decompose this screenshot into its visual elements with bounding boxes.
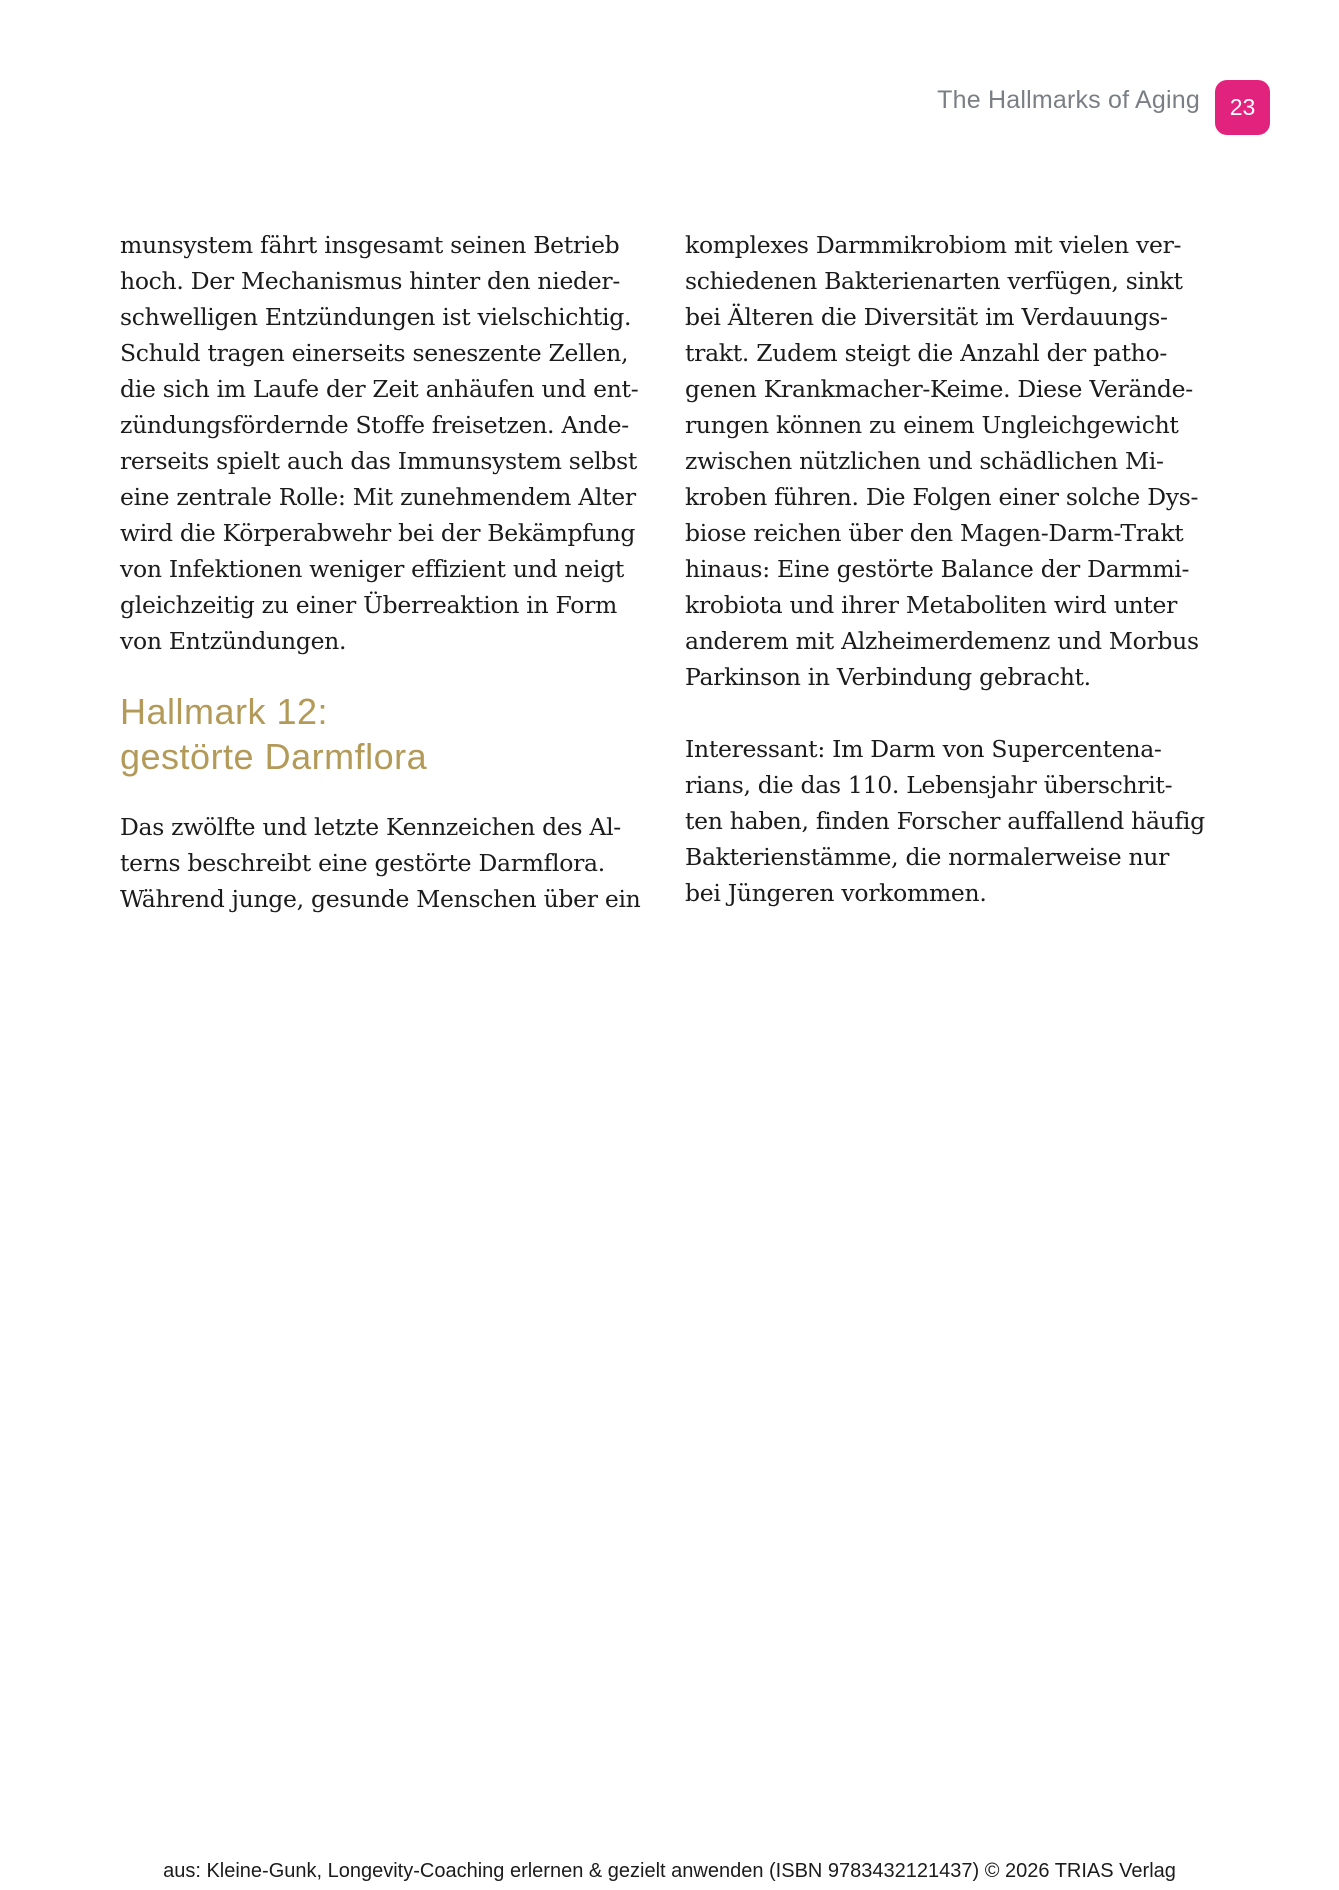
text-line: zündungsfördernde Stoffe freisetzen. Ande- bbox=[120, 411, 629, 439]
text-line: kroben führen. Die Folgen einer solche Dys- bbox=[685, 483, 1199, 511]
text-line: trakt. Zudem steigt die Anzahl der patho- bbox=[685, 339, 1167, 367]
text-line: biose reichen über den Magen-Darm-Trakt bbox=[685, 519, 1184, 547]
section-heading-line: gestörte Darmflora bbox=[120, 736, 428, 777]
text-line: krobiota und ihrer Metaboliten wird unter bbox=[685, 591, 1178, 619]
left-column bbox=[120, 227, 640, 917]
text-line: Interessant: Im Darm von Supercentena- bbox=[685, 735, 1162, 763]
text-line: Während junge, gesunde Menschen über ein bbox=[120, 885, 641, 913]
text-line: wird die Körperabwehr bei der Bekämpfung bbox=[120, 519, 636, 547]
text-line: munsystem fährt insgesamt seinen Betrieb bbox=[120, 231, 620, 259]
text-line: von Infektionen weniger effizient und neigt bbox=[120, 555, 624, 583]
text-line: Bakterienstämme, die normalerweise nur bbox=[685, 843, 1170, 871]
text-line: von Entzündungen. bbox=[120, 627, 347, 655]
text-line: schwelligen Entzündungen ist vielschichtig. bbox=[120, 303, 632, 331]
text-line: bei Jüngeren vorkommen. bbox=[685, 879, 987, 907]
paragraph-intro-gut bbox=[120, 809, 640, 917]
text-line: hinaus: Eine gestörte Balance der Darmmi- bbox=[685, 555, 1190, 583]
text-line: anderem mit Alzheimerdemenz und Morbus bbox=[685, 627, 1199, 655]
page-number-badge: 23 bbox=[1215, 80, 1270, 135]
text-line: komplexes Darmmikrobiom mit vielen ver- bbox=[685, 231, 1182, 259]
text-line: schiedenen Bakterienarten verfügen, sinkt bbox=[685, 267, 1183, 295]
text-line: Das zwölfte und letzte Kennzeichen des Al- bbox=[120, 813, 621, 841]
running-head-title: The Hallmarks of Aging bbox=[937, 86, 1200, 114]
text-line: rians, die das 110. Lebensjahr überschrit- bbox=[685, 771, 1173, 799]
paragraph-dysbiosis bbox=[685, 227, 1205, 695]
text-line: hoch. Der Mechanismus hinter den nieder- bbox=[120, 267, 620, 295]
text-line: bei Älteren die Diversität im Verdauungs- bbox=[685, 303, 1168, 331]
text-line: eine zentrale Rolle: Mit zunehmendem Alter bbox=[120, 483, 636, 511]
paragraph-gap bbox=[685, 695, 1205, 731]
text-line: ten haben, finden Forscher auffallend häufig bbox=[685, 807, 1205, 835]
paragraph-inflammation bbox=[120, 227, 640, 659]
section-heading-line: Hallmark 12: bbox=[120, 691, 329, 732]
section-heading bbox=[120, 689, 640, 779]
right-column bbox=[685, 227, 1205, 911]
text-line: gleichzeitig zu einer Überreaktion in Form bbox=[120, 591, 618, 619]
text-line: die sich im Laufe der Zeit anhäufen und ent- bbox=[120, 375, 639, 403]
text-line: zwischen nützlichen und schädlichen Mi- bbox=[685, 447, 1164, 475]
text-line: Parkinson in Verbindung gebracht. bbox=[685, 663, 1091, 691]
text-line: genen Krankmacher-Keime. Diese Verände- bbox=[685, 375, 1193, 403]
paragraph-supercentenarians bbox=[685, 731, 1205, 911]
text-line: rerseits spielt auch das Immunsystem selbst bbox=[120, 447, 638, 475]
text-line: terns beschreibt eine gestörte Darmflora. bbox=[120, 849, 605, 877]
text-line: Schuld tragen einerseits seneszente Zellen, bbox=[120, 339, 629, 367]
text-line: rungen können zu einem Ungleichgewicht bbox=[685, 411, 1179, 439]
footer-citation: aus: Kleine-Gunk, Longevity-Coaching erlernen & gezielt anwenden (ISBN 9783432121437) © 2026 TRIAS Verlag bbox=[163, 1860, 1176, 1882]
